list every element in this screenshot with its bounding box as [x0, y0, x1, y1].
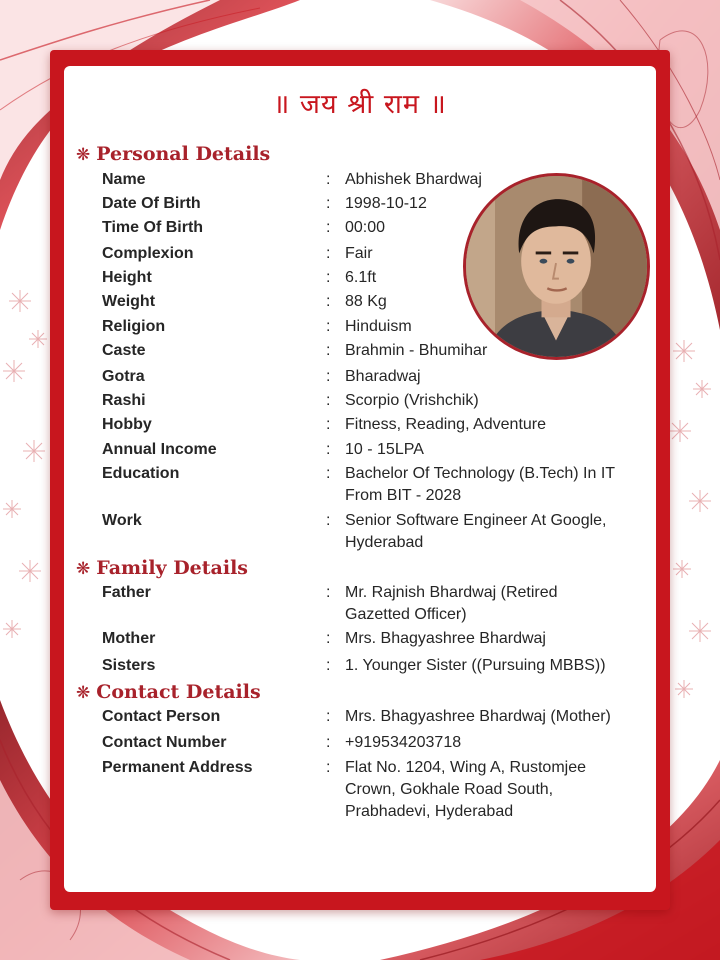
detail-value: 6.1ft: [345, 269, 377, 286]
detail-row: [0, 291, 720, 315]
detail-value: 1998-10-12: [345, 195, 427, 212]
colon-separator: :: [326, 759, 331, 776]
detail-value: Fitness, Reading, Adventure: [345, 416, 547, 433]
detail-label: Caste: [102, 342, 146, 359]
detail-row: [0, 706, 720, 730]
flower-icon: ❋: [76, 559, 91, 579]
detail-value: Hinduism: [345, 318, 412, 335]
detail-label: Mother: [102, 630, 156, 647]
detail-row: [0, 582, 720, 623]
detail-label: Contact Person: [102, 708, 221, 725]
detail-value: +919534203718: [345, 734, 462, 751]
detail-label: Gotra: [102, 368, 145, 385]
colon-separator: :: [326, 368, 331, 385]
detail-row: [0, 655, 720, 679]
detail-value: 88 Kg: [345, 293, 387, 310]
colon-separator: :: [326, 245, 331, 262]
detail-value: 10 - 15LPA: [345, 441, 424, 458]
colon-separator: :: [326, 734, 331, 751]
flower-icon: ❋: [76, 683, 91, 703]
detail-label: Height: [102, 269, 152, 286]
detail-value: Mr. Rajnish Bhardwaj (Retired Gazetted Officer): [345, 584, 558, 623]
detail-value: Bharadwaj: [345, 368, 421, 385]
section-heading-personal: ❋ Personal Details: [76, 143, 271, 165]
detail-row: [0, 366, 720, 390]
detail-value: Brahmin - Bhumihar: [345, 342, 488, 359]
detail-value: Flat No. 1204, Wing A, Rustomjee Crown, Gokhale Road South, Prabhadevi, Hyderabad: [345, 759, 586, 820]
detail-row: [0, 390, 720, 414]
flower-icon: ❋: [76, 145, 91, 165]
detail-row: [0, 340, 720, 364]
colon-separator: :: [326, 657, 331, 674]
colon-separator: :: [326, 584, 331, 601]
colon-separator: :: [326, 416, 331, 433]
detail-row: [0, 193, 720, 217]
colon-separator: :: [326, 342, 331, 359]
colon-separator: :: [326, 269, 331, 286]
detail-row: [0, 510, 720, 551]
detail-value: Abhishek Bhardwaj: [345, 171, 482, 188]
detail-value: 1. Younger Sister ((Pursuing MBBS)): [345, 657, 606, 674]
detail-value: Bachelor Of Technology (B.Tech) In IT From BIT - 2028: [345, 465, 615, 504]
detail-label: Religion: [102, 318, 166, 335]
detail-row: [0, 463, 720, 504]
detail-label: Weight: [102, 293, 156, 310]
colon-separator: :: [326, 465, 331, 482]
colon-separator: :: [326, 441, 331, 458]
detail-label: Education: [102, 465, 180, 482]
detail-value: Mrs. Bhagyashree Bhardwaj: [345, 630, 546, 647]
detail-label: Annual Income: [102, 441, 217, 458]
detail-row: [0, 757, 720, 820]
detail-row: [0, 169, 720, 193]
detail-value: Fair: [345, 245, 373, 262]
page-title: ॥ जय श्री राम ॥: [273, 89, 447, 120]
detail-label: Date Of Birth: [102, 195, 201, 212]
detail-value: Scorpio (Vrishchik): [345, 392, 479, 409]
detail-value: Senior Software Engineer At Google, Hyderabad: [345, 512, 607, 551]
detail-value: Mrs. Bhagyashree Bhardwaj (Mother): [345, 708, 611, 725]
detail-row: [0, 243, 720, 267]
colon-separator: :: [326, 630, 331, 647]
colon-separator: :: [326, 318, 331, 335]
detail-label: Permanent Address: [102, 759, 253, 776]
detail-label: Hobby: [102, 416, 152, 433]
colon-separator: :: [326, 219, 331, 236]
colon-separator: :: [326, 392, 331, 409]
detail-row: [0, 316, 720, 340]
colon-separator: :: [326, 708, 331, 725]
colon-separator: :: [326, 171, 331, 188]
detail-label: Time Of Birth: [102, 219, 204, 236]
detail-row: [0, 628, 720, 652]
detail-row: [0, 732, 720, 756]
detail-row: [0, 217, 720, 241]
detail-row: [0, 439, 720, 463]
detail-label: Name: [102, 171, 146, 188]
detail-label: Contact Number: [102, 734, 227, 751]
colon-separator: :: [326, 293, 331, 310]
detail-row: [0, 414, 720, 438]
detail-label: Rashi: [102, 392, 146, 409]
detail-value: 00:00: [345, 219, 386, 236]
detail-label: Work: [102, 512, 142, 529]
detail-label: Sisters: [102, 657, 156, 674]
detail-label: Complexion: [102, 245, 194, 262]
colon-separator: :: [326, 195, 331, 212]
detail-row: [0, 267, 720, 291]
section-heading-contact: ❋ Contact Details: [76, 681, 261, 703]
detail-label: Father: [102, 584, 151, 601]
colon-separator: :: [326, 512, 331, 529]
section-heading-family: ❋ Family Details: [76, 557, 248, 579]
